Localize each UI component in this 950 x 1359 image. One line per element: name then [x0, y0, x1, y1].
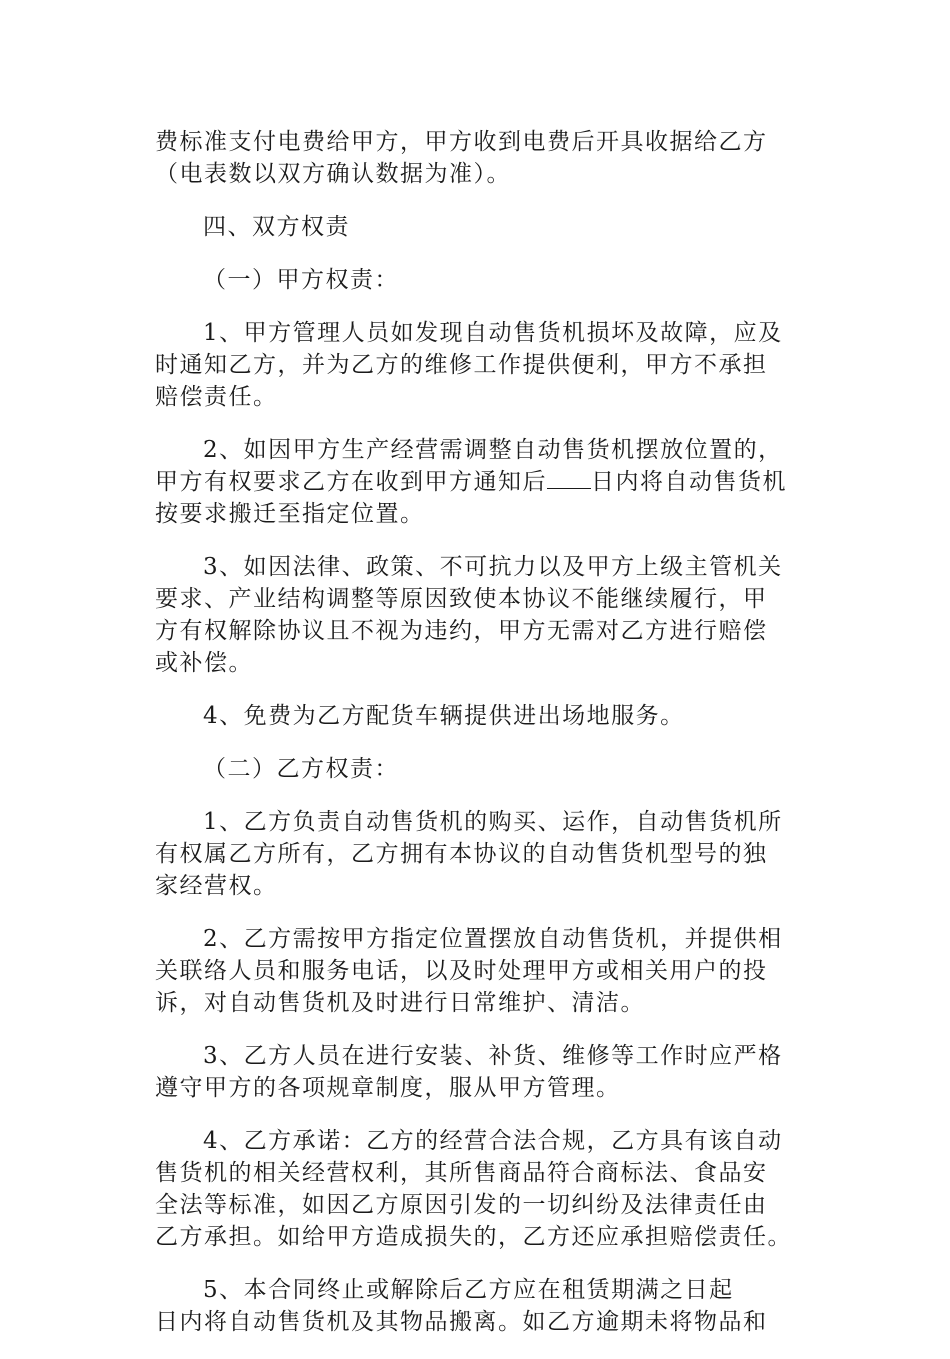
party-a-item-4	[155, 700, 805, 732]
text-line: （电表数以双方确认数据为准）。	[155, 161, 511, 187]
subsection-heading-party-b	[155, 753, 805, 785]
text-line: 4、乙方承诺：乙方的经营合法合规，乙方具有该自动	[203, 1128, 783, 1154]
text-line: 诉，对自动售货机及时进行日常维护、清洁。	[155, 990, 645, 1016]
fill-in-blank	[547, 466, 591, 489]
party-b-item-4	[155, 1125, 805, 1253]
text-line: 赔偿责任。	[155, 384, 278, 410]
text-line: 费标准支付电费给甲方，甲方收到电费后开具收据给乙方	[155, 129, 768, 155]
party-a-item-3	[155, 551, 805, 679]
text-line: 关联络人员和服务电话，以及时处理甲方或相关用户的投	[155, 958, 768, 984]
text-line: 时通知乙方，并为乙方的维修工作提供便利，甲方不承担	[155, 352, 768, 378]
text-line: 售货机的相关经营权利，其所售商品符合商标法、食品安	[155, 1160, 768, 1186]
text-line: 1、甲方管理人员如发现自动售货机损坏及故障，应及	[203, 320, 783, 346]
party-b-item-3	[155, 1040, 805, 1104]
text-line: 3、如因法律、政策、不可抗力以及甲方上级主管机关	[203, 554, 783, 580]
party-a-item-2	[155, 434, 805, 530]
party-b-item-2	[155, 923, 805, 1019]
section-heading	[155, 211, 805, 243]
text-line: 按要求搬迁至指定位置。	[155, 501, 425, 527]
party-b-item-1	[155, 806, 805, 902]
text-line: 2、如因甲方生产经营需调整自动售货机摆放位置的，	[203, 437, 783, 463]
text-line: 日内将自动售货机及其物品搬离。如乙方逾期未将物品和	[155, 1309, 768, 1335]
text-line: 5、本合同终止或解除后乙方应在租赁期满之日起	[203, 1277, 734, 1303]
text-line: 有权属乙方所有，乙方拥有本协议的自动售货机型号的独	[155, 841, 768, 867]
text-line: 家经营权。	[155, 873, 278, 899]
text-segment: 日内将自动售货机	[591, 469, 787, 495]
heading-text: 四、双方权责	[203, 214, 350, 240]
text-line: 1、乙方负责自动售货机的购买、运作，自动售货机所	[203, 809, 783, 835]
text-line: 2、乙方需按甲方指定位置摆放自动售货机，并提供相	[203, 926, 783, 952]
text-line: 全法等标准，如因乙方原因引发的一切纠纷及法律责任由	[155, 1192, 768, 1218]
text-line: 4、免费为乙方配货车辆提供进出场地服务。	[203, 703, 685, 729]
text-line: 遵守甲方的各项规章制度，服从甲方管理。	[155, 1075, 621, 1101]
text-segment: 甲方有权要求乙方在收到甲方通知后	[155, 469, 547, 495]
subsection-heading-party-a	[155, 264, 805, 296]
party-b-item-5	[155, 1274, 805, 1338]
text-line: 要求、产业结构调整等原因致使本协议不能继续履行，甲	[155, 586, 768, 612]
text-line: 3、乙方人员在进行安装、补货、维修等工作时应严格	[203, 1043, 783, 1069]
text-line: 方有权解除协议且不视为违约，甲方无需对乙方进行赔偿	[155, 618, 768, 644]
text-line: 乙方承担。如给甲方造成损失的，乙方还应承担赔偿责任。	[155, 1224, 792, 1250]
paragraph-continuation	[155, 126, 805, 190]
party-a-item-1	[155, 317, 805, 413]
text-line	[155, 466, 805, 498]
document-page	[155, 126, 805, 1359]
heading-text: （一）甲方权责：	[203, 267, 399, 293]
text-line: 或补偿。	[155, 650, 253, 676]
heading-text: （二）乙方权责：	[203, 756, 399, 782]
